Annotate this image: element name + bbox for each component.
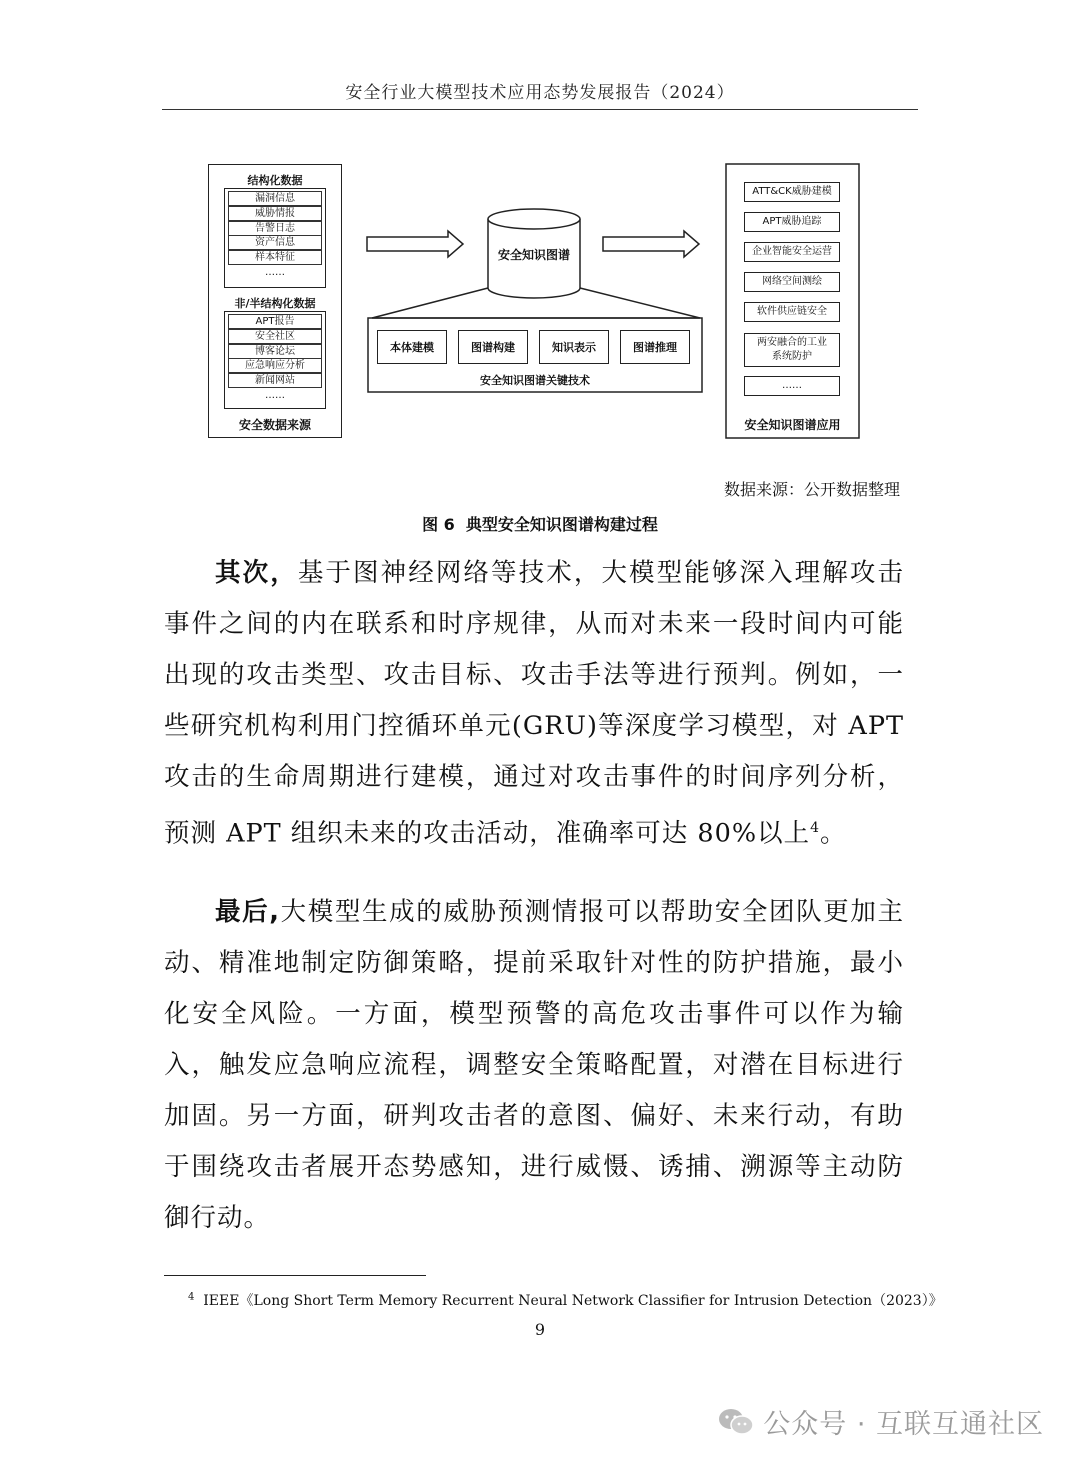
structured-item: 告警日志 bbox=[228, 221, 322, 236]
running-header: 安全行业大模型技术应用态势发展报告（2024） bbox=[345, 83, 735, 103]
tech-item: 知识表示 bbox=[539, 330, 609, 364]
figure-caption: 图 6 典型安全知识图谱构建过程 bbox=[422, 515, 658, 534]
footnote-number: 4 bbox=[188, 1291, 195, 1303]
footnote-text: IEEE《Long Short Term Memory Recurrent Neural Network Classifier for Intrusion Detection（2023）》 bbox=[203, 1293, 943, 1309]
application-item: 企业智能安全运营 bbox=[744, 242, 840, 262]
tech-item: 图谱构建 bbox=[458, 330, 528, 364]
right-arrow-icon bbox=[367, 231, 463, 257]
application-item: ATT&CK威胁建模 bbox=[744, 182, 840, 202]
structured-item: 资产信息 bbox=[228, 235, 322, 250]
unstructured-item: 博客论坛 bbox=[228, 344, 322, 359]
footnote-rule bbox=[164, 1275, 426, 1276]
paragraph-end: 。 bbox=[820, 818, 847, 849]
key-tech-title: 安全知识图谱关键技术 bbox=[480, 374, 590, 387]
center-diagram-graphics bbox=[0, 0, 1080, 460]
footnote bbox=[188, 1290, 943, 1310]
tech-item: 本体建模 bbox=[377, 330, 447, 364]
body-paragraph bbox=[164, 887, 904, 1244]
application-item: 两安融合的工业系统防护 bbox=[744, 333, 840, 367]
watermark bbox=[717, 1402, 1044, 1441]
paragraph-text: 基于图神经网络等技术，大模型能够深入理解攻击事件之间的内在联系和时序规律，从而对未来一段时间内可能出现的攻击类型、攻击目标、攻击手法等进行预判。例如，一些研究机构利用门控循环单元(GRU)等深度学习模型，对 APT 攻击的生命周期进行建模，通过对攻击事件的时间序列分析，预测 APT 组织未来的攻击活动，准确率可达 80%以上 bbox=[164, 558, 904, 849]
unstructured-item: 安全社区 bbox=[228, 329, 322, 344]
applications-panel bbox=[726, 164, 859, 438]
page-number: 9 bbox=[534, 1320, 546, 1339]
figure-source-note: 数据来源：公开数据整理 bbox=[723, 480, 900, 499]
unstructured-item: 新闻网站 bbox=[228, 373, 322, 388]
tech-item: 图谱推理 bbox=[620, 330, 690, 364]
right-arrow-icon bbox=[603, 231, 699, 257]
cylinder-label: 安全知识图谱 bbox=[497, 248, 570, 262]
paragraph-lead: 最后, bbox=[215, 897, 280, 927]
structured-item: 样本特征 bbox=[228, 250, 322, 265]
application-item: 软件供应链安全 bbox=[744, 302, 840, 322]
structured-item: 威胁情报 bbox=[228, 206, 322, 221]
applications-footer: 安全知识图谱应用 bbox=[744, 418, 841, 432]
watermark-text: 公众号 · 互联互通社区 bbox=[763, 1409, 1044, 1440]
structured-data-title: 结构化数据 bbox=[247, 174, 303, 187]
application-item: 网络空间测绘 bbox=[744, 272, 840, 292]
application-item: …… bbox=[744, 376, 840, 396]
paragraph-text: 大模型生成的威胁预测情报可以帮助安全团队更加主动、精准地制定防御策略，提前采取针对性的防护措施，最小化安全风险。一方面，模型预警的高危攻击事件可以作为输入，触发应急响应流程，调整安全策略配置，对潜在目标进行加固。另一方面，研判攻击者的意图、偏好、未来行动，有助于围绕攻击者展开态势感知，进行威慑、诱捕、溯源等主动防御行动。 bbox=[164, 897, 904, 1233]
unstructured-item: 应急响应分析 bbox=[228, 358, 322, 373]
structured-item: 漏洞信息 bbox=[228, 191, 322, 206]
body-paragraph bbox=[164, 548, 904, 860]
paragraph-lead: 其次， bbox=[215, 558, 298, 588]
structured-item: …… bbox=[265, 267, 285, 278]
data-sources-footer: 安全数据来源 bbox=[238, 418, 311, 432]
wechat-icon bbox=[717, 1406, 755, 1438]
unstructured-item: APT报告 bbox=[228, 314, 322, 329]
unstructured-item: …… bbox=[265, 390, 285, 401]
application-item: APT威胁追踪 bbox=[744, 212, 840, 232]
footnote-ref[interactable]: 4 bbox=[810, 820, 820, 836]
unstructured-data-title: 非/半结构化数据 bbox=[234, 297, 316, 310]
